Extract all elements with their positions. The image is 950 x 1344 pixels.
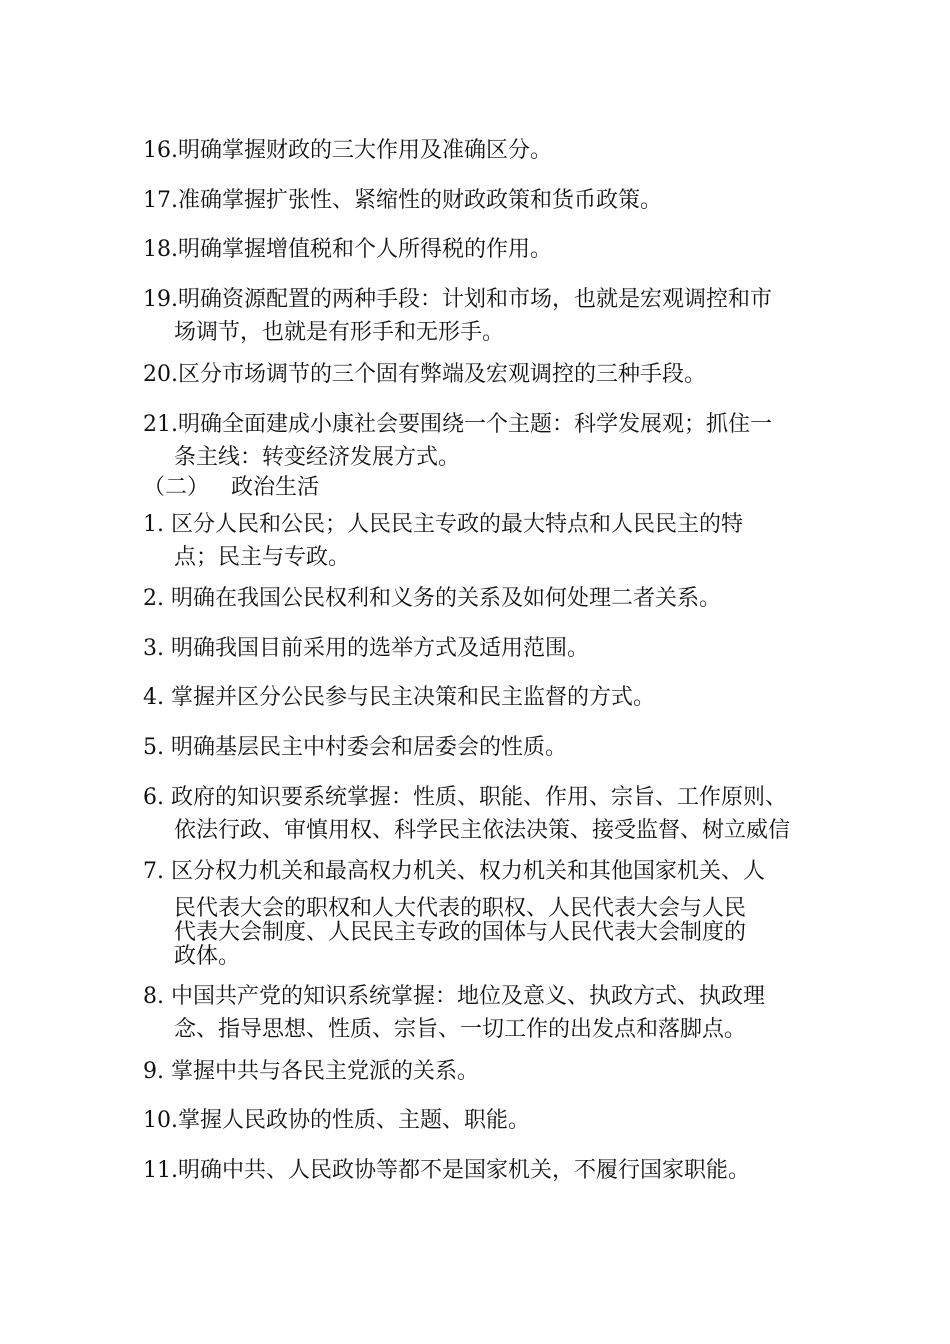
item-text: 政府的知识要系统掌握：性质、职能、作用、宗旨、工作原则、 [171, 785, 788, 810]
item-text: 明确在我国公民权利和义务的关系及如何处理二者关系。 [171, 586, 722, 611]
item-number: 18. [143, 237, 178, 262]
list-item-6 [143, 781, 813, 847]
list-item-1 [143, 508, 813, 574]
list-item-17 [143, 184, 813, 217]
item-number: 16. [143, 138, 178, 163]
list-item-16 [143, 134, 813, 167]
item-number: 7. [143, 859, 164, 884]
item-text-continued: 念、指导思想、性质、宗旨、一切工作的出发点和落脚点。 [174, 1017, 747, 1042]
item-text: 掌握并区分公民参与民主决策和民主监督的方式。 [171, 685, 656, 710]
item-text: 区分市场调节的三个固有弊端及宏观调控的三种手段。 [178, 362, 707, 387]
item-text: 明确掌握增值税和个人所得税的作用。 [178, 237, 553, 262]
section-number: （二） [143, 475, 210, 500]
item-text-continued: 政体。 [174, 944, 241, 969]
item-number: 8. [143, 984, 164, 1009]
list-item-4 [143, 681, 813, 714]
item-number: 4. [143, 685, 164, 710]
item-text: 明确资源配置的两种手段：计划和市场，也就是宏观调控和市 [178, 287, 773, 312]
item-text-continued: 点；民主与专政。 [174, 545, 351, 570]
item-text: 明确全面建成小康社会要围绕一个主题：科学发展观；抓住一 [178, 412, 773, 437]
list-item-5 [143, 731, 813, 764]
item-number: 3. [143, 636, 164, 661]
list-item-20 [143, 358, 813, 391]
item-number: 10. [143, 1108, 178, 1133]
list-item-7 [143, 855, 813, 888]
section-heading [143, 474, 319, 502]
section-title: 政治生活 [231, 475, 320, 500]
item-text: 明确掌握财政的三大作用及准确区分。 [178, 138, 553, 163]
item-text: 区分人民和公民；人民民主专政的最大特点和人民民主的特 [171, 512, 744, 537]
item-number: 6. [143, 785, 164, 810]
item-text: 区分权力机关和最高权力机关、权力机关和其他国家机关、人 [171, 859, 766, 884]
list-item-19 [143, 283, 813, 349]
item-number: 20. [143, 362, 178, 387]
list-item-3 [143, 632, 813, 665]
list-item-18 [143, 233, 813, 266]
list-item-11 [143, 1154, 813, 1187]
item-text-continued: 依法行政、审慎用权、科学民主依法决策、接受监督、树立威信 [174, 818, 791, 843]
item-text: 明确我国目前采用的选举方式及适用范围。 [171, 636, 590, 661]
item-number: 1. [143, 512, 164, 537]
list-item-10 [143, 1104, 813, 1137]
item-text: 明确基层民主中村委会和居委会的性质。 [171, 735, 568, 760]
list-item-9 [143, 1055, 813, 1088]
item-text: 掌握人民政协的性质、主题、职能。 [178, 1108, 531, 1133]
item-number: 19. [143, 287, 178, 312]
item-text-continued: 民代表大会的职权和人大代表的职权、人民代表大会与人民 [174, 896, 747, 921]
item-number: 17. [143, 188, 178, 213]
item-number: 2. [143, 586, 164, 611]
item-text-continued: 场调节，也就是有形手和无形手。 [174, 320, 505, 345]
item-text: 掌握中共与各民主党派的关系。 [171, 1059, 480, 1084]
list-item-2 [143, 582, 813, 615]
item-text: 明确中共、人民政协等都不是国家机关，不履行国家职能。 [178, 1158, 751, 1183]
item-text-continued: 条主线：转变经济发展方式。 [174, 445, 461, 470]
item-number: 9. [143, 1059, 164, 1084]
list-item-7-continued [143, 897, 813, 969]
list-item-21 [143, 408, 813, 474]
item-text-continued: 代表大会制度、人民民主专政的国体与人民代表大会制度的 [174, 920, 747, 945]
item-text: 准确掌握扩张性、紧缩性的财政政策和货币政策。 [178, 188, 663, 213]
item-text: 中国共产党的知识系统掌握：地位及意义、执政方式、执政理 [171, 984, 766, 1009]
list-item-8 [143, 980, 813, 1046]
item-number: 5. [143, 735, 164, 760]
item-number: 11. [143, 1158, 178, 1183]
item-number: 21. [143, 412, 178, 437]
